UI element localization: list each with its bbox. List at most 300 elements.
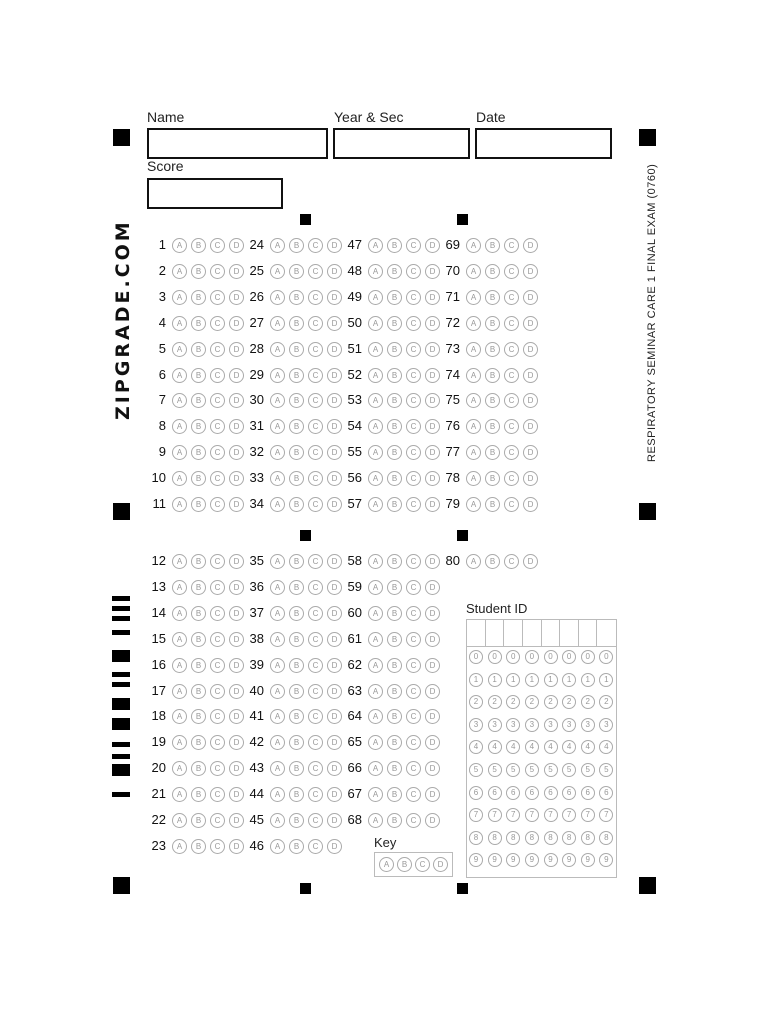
answer-bubble-b[interactable]: B [387,580,402,595]
student-id-bubble[interactable]: 6 [562,786,576,800]
answer-bubble-a[interactable]: A [172,368,187,383]
student-id-bubble[interactable]: 2 [506,695,520,709]
answer-bubble-b[interactable]: B [289,445,304,460]
answer-bubble-d[interactable]: D [523,445,538,460]
answer-bubble-a[interactable]: A [270,813,285,828]
student-id-bubble[interactable]: 2 [488,695,502,709]
answer-bubble-a[interactable]: A [466,290,481,305]
answer-bubble-a[interactable]: A [172,606,187,621]
answer-bubble-d[interactable]: D [327,580,342,595]
answer-bubble-c[interactable]: C [504,290,519,305]
answer-bubble-d[interactable]: D [523,342,538,357]
answer-bubble-b[interactable]: B [387,368,402,383]
answer-bubble-d[interactable]: D [327,238,342,253]
answer-bubble-a[interactable]: A [466,264,481,279]
answer-bubble-b[interactable]: B [485,471,500,486]
answer-bubble-b[interactable]: B [289,264,304,279]
answer-bubble-b[interactable]: B [485,368,500,383]
answer-bubble-d[interactable]: D [327,342,342,357]
student-id-bubble[interactable]: 1 [599,673,613,687]
answer-bubble-a[interactable]: A [368,787,383,802]
answer-bubble-c[interactable]: C [308,735,323,750]
student-id-bubble[interactable]: 6 [506,786,520,800]
student-id-bubble[interactable]: 0 [525,650,539,664]
answer-bubble-b[interactable]: B [191,735,206,750]
answer-bubble-d[interactable]: D [523,497,538,512]
answer-bubble-b[interactable]: B [289,735,304,750]
answer-bubble-d[interactable]: D [229,497,244,512]
student-id-bubble[interactable]: 5 [525,763,539,777]
answer-bubble-a[interactable]: A [368,580,383,595]
answer-bubble-a[interactable]: A [172,497,187,512]
answer-bubble-c[interactable]: C [210,632,225,647]
answer-bubble-b[interactable]: B [387,735,402,750]
student-id-entry-cell[interactable] [579,620,598,646]
answer-bubble-c[interactable]: C [504,554,519,569]
student-id-bubble[interactable]: 8 [506,831,520,845]
answer-bubble-c[interactable]: C [308,393,323,408]
answer-bubble-c[interactable]: C [210,787,225,802]
student-id-bubble[interactable]: 0 [581,650,595,664]
name-field[interactable] [147,128,328,159]
answer-bubble-a[interactable]: A [172,709,187,724]
answer-bubble-b[interactable]: B [289,471,304,486]
student-id-bubble[interactable]: 5 [544,763,558,777]
answer-bubble-a[interactable]: A [466,445,481,460]
student-id-bubble[interactable]: 4 [469,740,483,754]
answer-bubble-a[interactable]: A [172,342,187,357]
answer-bubble-a[interactable]: A [466,368,481,383]
answer-bubble-b[interactable]: B [485,238,500,253]
answer-bubble-b[interactable]: B [387,471,402,486]
answer-bubble-a[interactable]: A [172,761,187,776]
student-id-bubble[interactable]: 2 [562,695,576,709]
answer-bubble-c[interactable]: C [210,419,225,434]
answer-bubble-d[interactable]: D [523,316,538,331]
answer-bubble-c[interactable]: C [210,471,225,486]
answer-bubble-a[interactable]: A [368,445,383,460]
answer-bubble-a[interactable]: A [466,554,481,569]
answer-bubble-d[interactable]: D [425,813,440,828]
answer-bubble-c[interactable]: C [308,658,323,673]
student-id-bubble[interactable]: 1 [488,673,502,687]
answer-bubble-b[interactable]: B [387,658,402,673]
answer-bubble-b[interactable]: B [485,445,500,460]
answer-bubble-c[interactable]: C [406,393,421,408]
answer-bubble-a[interactable]: A [172,813,187,828]
key-bubble-b[interactable]: B [397,857,412,872]
student-id-bubble[interactable]: 8 [525,831,539,845]
answer-bubble-b[interactable]: B [191,632,206,647]
answer-bubble-d[interactable]: D [327,787,342,802]
answer-bubble-a[interactable]: A [172,393,187,408]
answer-bubble-d[interactable]: D [229,632,244,647]
answer-bubble-d[interactable]: D [229,709,244,724]
student-id-bubble[interactable]: 3 [544,718,558,732]
answer-bubble-a[interactable]: A [368,554,383,569]
student-id-bubble[interactable]: 3 [581,718,595,732]
answer-bubble-d[interactable]: D [425,580,440,595]
student-id-bubble[interactable]: 0 [562,650,576,664]
answer-bubble-d[interactable]: D [425,393,440,408]
answer-bubble-c[interactable]: C [308,813,323,828]
student-id-bubble[interactable]: 0 [506,650,520,664]
answer-bubble-d[interactable]: D [327,684,342,699]
answer-bubble-a[interactable]: A [466,471,481,486]
answer-bubble-c[interactable]: C [308,316,323,331]
answer-bubble-a[interactable]: A [270,839,285,854]
answer-bubble-b[interactable]: B [485,290,500,305]
answer-bubble-a[interactable]: A [172,735,187,750]
answer-bubble-b[interactable]: B [485,342,500,357]
student-id-entry-cell[interactable] [560,620,579,646]
student-id-bubble[interactable]: 6 [581,786,595,800]
student-id-bubble[interactable]: 9 [599,853,613,867]
student-id-bubble[interactable]: 7 [544,808,558,822]
student-id-bubble[interactable]: 6 [544,786,558,800]
answer-bubble-d[interactable]: D [425,290,440,305]
answer-bubble-b[interactable]: B [191,813,206,828]
student-id-bubble[interactable]: 5 [506,763,520,777]
answer-bubble-c[interactable]: C [504,238,519,253]
answer-bubble-c[interactable]: C [210,264,225,279]
answer-bubble-a[interactable]: A [270,684,285,699]
answer-bubble-c[interactable]: C [210,813,225,828]
answer-bubble-a[interactable]: A [172,445,187,460]
answer-bubble-d[interactable]: D [327,632,342,647]
answer-bubble-b[interactable]: B [289,787,304,802]
answer-bubble-c[interactable]: C [308,684,323,699]
student-id-bubble[interactable]: 8 [544,831,558,845]
student-id-bubble[interactable]: 1 [544,673,558,687]
answer-bubble-d[interactable]: D [229,471,244,486]
answer-bubble-d[interactable]: D [327,761,342,776]
student-id-bubble[interactable]: 7 [599,808,613,822]
answer-bubble-a[interactable]: A [466,238,481,253]
student-id-bubble[interactable]: 1 [506,673,520,687]
student-id-bubble[interactable]: 2 [581,695,595,709]
answer-bubble-b[interactable]: B [387,632,402,647]
answer-bubble-c[interactable]: C [210,342,225,357]
student-id-bubble[interactable]: 9 [562,853,576,867]
answer-bubble-d[interactable]: D [327,445,342,460]
answer-bubble-c[interactable]: C [406,445,421,460]
student-id-bubble[interactable]: 7 [469,808,483,822]
answer-bubble-c[interactable]: C [504,393,519,408]
student-id-bubble[interactable]: 0 [488,650,502,664]
answer-bubble-a[interactable]: A [270,238,285,253]
answer-bubble-c[interactable]: C [308,290,323,305]
answer-bubble-b[interactable]: B [387,684,402,699]
year-sec-field[interactable] [333,128,470,159]
answer-bubble-b[interactable]: B [289,580,304,595]
answer-bubble-b[interactable]: B [387,445,402,460]
answer-bubble-c[interactable]: C [406,471,421,486]
answer-bubble-d[interactable]: D [229,658,244,673]
answer-bubble-d[interactable]: D [327,316,342,331]
student-id-bubble[interactable]: 3 [562,718,576,732]
student-id-bubble[interactable]: 4 [525,740,539,754]
answer-bubble-c[interactable]: C [210,316,225,331]
answer-bubble-a[interactable]: A [270,554,285,569]
answer-bubble-a[interactable]: A [270,393,285,408]
answer-bubble-b[interactable]: B [387,497,402,512]
answer-bubble-a[interactable]: A [466,393,481,408]
answer-bubble-d[interactable]: D [229,684,244,699]
answer-bubble-c[interactable]: C [308,264,323,279]
answer-bubble-c[interactable]: C [210,445,225,460]
answer-bubble-c[interactable]: C [210,580,225,595]
student-id-bubble[interactable]: 0 [469,650,483,664]
student-id-bubble[interactable]: 0 [599,650,613,664]
student-id-entry-cell[interactable] [523,620,542,646]
answer-bubble-b[interactable]: B [191,238,206,253]
answer-bubble-a[interactable]: A [368,316,383,331]
answer-bubble-a[interactable]: A [368,761,383,776]
student-id-bubble[interactable]: 2 [525,695,539,709]
student-id-bubble[interactable]: 9 [544,853,558,867]
answer-bubble-c[interactable]: C [406,497,421,512]
answer-bubble-a[interactable]: A [270,709,285,724]
answer-bubble-a[interactable]: A [466,497,481,512]
answer-bubble-b[interactable]: B [191,471,206,486]
student-id-bubble[interactable]: 9 [488,853,502,867]
answer-bubble-c[interactable]: C [308,787,323,802]
answer-bubble-b[interactable]: B [191,368,206,383]
answer-bubble-a[interactable]: A [270,497,285,512]
student-id-bubble[interactable]: 8 [488,831,502,845]
answer-bubble-a[interactable]: A [368,735,383,750]
student-id-bubble[interactable]: 4 [562,740,576,754]
answer-bubble-b[interactable]: B [191,709,206,724]
answer-bubble-a[interactable]: A [270,290,285,305]
student-id-bubble[interactable]: 2 [599,695,613,709]
answer-bubble-a[interactable]: A [172,264,187,279]
student-id-entry-cell[interactable] [597,620,616,646]
answer-bubble-a[interactable]: A [368,658,383,673]
answer-bubble-b[interactable]: B [289,813,304,828]
answer-bubble-b[interactable]: B [387,813,402,828]
answer-bubble-c[interactable]: C [308,471,323,486]
answer-bubble-d[interactable]: D [229,606,244,621]
answer-bubble-d[interactable]: D [327,419,342,434]
answer-bubble-b[interactable]: B [289,554,304,569]
answer-bubble-c[interactable]: C [308,606,323,621]
answer-bubble-c[interactable]: C [308,580,323,595]
student-id-bubble[interactable]: 1 [525,673,539,687]
answer-bubble-d[interactable]: D [229,839,244,854]
answer-bubble-c[interactable]: C [210,839,225,854]
answer-bubble-b[interactable]: B [289,658,304,673]
answer-bubble-a[interactable]: A [368,393,383,408]
student-id-bubble[interactable]: 3 [599,718,613,732]
answer-bubble-d[interactable]: D [327,264,342,279]
answer-bubble-c[interactable]: C [504,497,519,512]
answer-bubble-c[interactable]: C [406,238,421,253]
answer-bubble-c[interactable]: C [210,606,225,621]
answer-bubble-a[interactable]: A [368,290,383,305]
student-id-bubble[interactable]: 3 [488,718,502,732]
answer-bubble-d[interactable]: D [523,393,538,408]
score-field[interactable] [147,178,283,209]
answer-bubble-c[interactable]: C [504,368,519,383]
answer-bubble-c[interactable]: C [406,735,421,750]
answer-bubble-b[interactable]: B [289,761,304,776]
answer-bubble-d[interactable]: D [425,419,440,434]
answer-bubble-a[interactable]: A [368,606,383,621]
student-id-bubble[interactable]: 1 [469,673,483,687]
student-id-bubble[interactable]: 9 [525,853,539,867]
answer-bubble-c[interactable]: C [210,709,225,724]
answer-bubble-c[interactable]: C [406,580,421,595]
answer-bubble-a[interactable]: A [368,813,383,828]
answer-bubble-a[interactable]: A [270,658,285,673]
answer-bubble-a[interactable]: A [368,632,383,647]
answer-bubble-b[interactable]: B [387,554,402,569]
answer-bubble-d[interactable]: D [425,709,440,724]
answer-bubble-c[interactable]: C [406,658,421,673]
answer-bubble-d[interactable]: D [425,342,440,357]
answer-bubble-c[interactable]: C [308,632,323,647]
answer-bubble-d[interactable]: D [425,445,440,460]
answer-bubble-b[interactable]: B [191,445,206,460]
answer-bubble-d[interactable]: D [229,735,244,750]
answer-bubble-c[interactable]: C [504,445,519,460]
student-id-bubble[interactable]: 5 [581,763,595,777]
answer-bubble-a[interactable]: A [368,497,383,512]
answer-bubble-c[interactable]: C [308,839,323,854]
answer-bubble-b[interactable]: B [191,342,206,357]
answer-bubble-b[interactable]: B [289,709,304,724]
answer-bubble-b[interactable]: B [387,787,402,802]
answer-bubble-d[interactable]: D [327,393,342,408]
answer-bubble-a[interactable]: A [172,238,187,253]
student-id-entry-cell[interactable] [542,620,561,646]
answer-bubble-c[interactable]: C [406,554,421,569]
student-id-bubble[interactable]: 7 [581,808,595,822]
answer-bubble-c[interactable]: C [406,606,421,621]
answer-bubble-d[interactable]: D [229,264,244,279]
student-id-bubble[interactable]: 6 [488,786,502,800]
answer-bubble-b[interactable]: B [191,393,206,408]
answer-bubble-b[interactable]: B [485,497,500,512]
answer-bubble-b[interactable]: B [485,554,500,569]
answer-bubble-a[interactable]: A [368,342,383,357]
answer-bubble-d[interactable]: D [425,684,440,699]
answer-bubble-b[interactable]: B [289,238,304,253]
answer-bubble-d[interactable]: D [425,264,440,279]
student-id-bubble[interactable]: 6 [525,786,539,800]
answer-bubble-a[interactable]: A [172,419,187,434]
answer-bubble-d[interactable]: D [425,787,440,802]
answer-bubble-d[interactable]: D [229,761,244,776]
answer-bubble-a[interactable]: A [270,735,285,750]
answer-bubble-c[interactable]: C [504,342,519,357]
answer-bubble-b[interactable]: B [289,342,304,357]
answer-bubble-b[interactable]: B [387,606,402,621]
student-id-bubble[interactable]: 9 [469,853,483,867]
answer-bubble-c[interactable]: C [210,393,225,408]
answer-bubble-b[interactable]: B [485,316,500,331]
answer-bubble-a[interactable]: A [270,606,285,621]
date-field[interactable] [475,128,612,159]
answer-bubble-d[interactable]: D [523,554,538,569]
answer-bubble-b[interactable]: B [191,316,206,331]
student-id-bubble[interactable]: 3 [469,718,483,732]
student-id-bubble[interactable]: 9 [581,853,595,867]
answer-bubble-d[interactable]: D [425,632,440,647]
student-id-bubble[interactable]: 8 [562,831,576,845]
answer-bubble-c[interactable]: C [210,238,225,253]
answer-bubble-d[interactable]: D [229,393,244,408]
student-id-bubble[interactable]: 7 [525,808,539,822]
answer-bubble-c[interactable]: C [308,761,323,776]
answer-bubble-b[interactable]: B [191,606,206,621]
answer-bubble-d[interactable]: D [327,606,342,621]
answer-bubble-b[interactable]: B [191,264,206,279]
answer-bubble-b[interactable]: B [289,316,304,331]
student-id-entry-cell[interactable] [504,620,523,646]
student-id-bubble[interactable]: 5 [562,763,576,777]
answer-bubble-c[interactable]: C [210,658,225,673]
answer-bubble-d[interactable]: D [229,445,244,460]
answer-bubble-b[interactable]: B [191,839,206,854]
answer-bubble-a[interactable]: A [270,761,285,776]
student-id-bubble[interactable]: 2 [469,695,483,709]
answer-bubble-d[interactable]: D [523,419,538,434]
student-id-bubble[interactable]: 8 [469,831,483,845]
answer-bubble-a[interactable]: A [270,787,285,802]
answer-bubble-c[interactable]: C [406,264,421,279]
answer-bubble-d[interactable]: D [327,709,342,724]
answer-bubble-b[interactable]: B [289,290,304,305]
answer-bubble-a[interactable]: A [368,419,383,434]
answer-bubble-b[interactable]: B [191,761,206,776]
answer-bubble-b[interactable]: B [485,264,500,279]
answer-bubble-d[interactable]: D [425,238,440,253]
answer-bubble-c[interactable]: C [406,761,421,776]
answer-bubble-b[interactable]: B [289,839,304,854]
answer-bubble-c[interactable]: C [406,787,421,802]
answer-bubble-c[interactable]: C [504,264,519,279]
answer-bubble-b[interactable]: B [191,419,206,434]
answer-bubble-d[interactable]: D [229,419,244,434]
answer-bubble-d[interactable]: D [523,471,538,486]
student-id-bubble[interactable]: 7 [488,808,502,822]
answer-bubble-b[interactable]: B [387,290,402,305]
answer-bubble-a[interactable]: A [270,445,285,460]
answer-bubble-d[interactable]: D [327,735,342,750]
student-id-entry-cell[interactable] [467,620,486,646]
answer-bubble-c[interactable]: C [406,419,421,434]
student-id-bubble[interactable]: 3 [506,718,520,732]
answer-bubble-b[interactable]: B [387,238,402,253]
answer-bubble-a[interactable]: A [368,264,383,279]
answer-bubble-d[interactable]: D [523,264,538,279]
answer-bubble-a[interactable]: A [172,554,187,569]
answer-bubble-a[interactable]: A [172,290,187,305]
student-id-bubble[interactable]: 7 [562,808,576,822]
answer-bubble-d[interactable]: D [425,658,440,673]
answer-bubble-d[interactable]: D [425,471,440,486]
answer-bubble-d[interactable]: D [327,813,342,828]
answer-bubble-a[interactable]: A [270,342,285,357]
answer-bubble-c[interactable]: C [308,342,323,357]
answer-bubble-c[interactable]: C [210,368,225,383]
answer-bubble-a[interactable]: A [270,471,285,486]
answer-bubble-c[interactable]: C [308,238,323,253]
answer-bubble-c[interactable]: C [308,709,323,724]
